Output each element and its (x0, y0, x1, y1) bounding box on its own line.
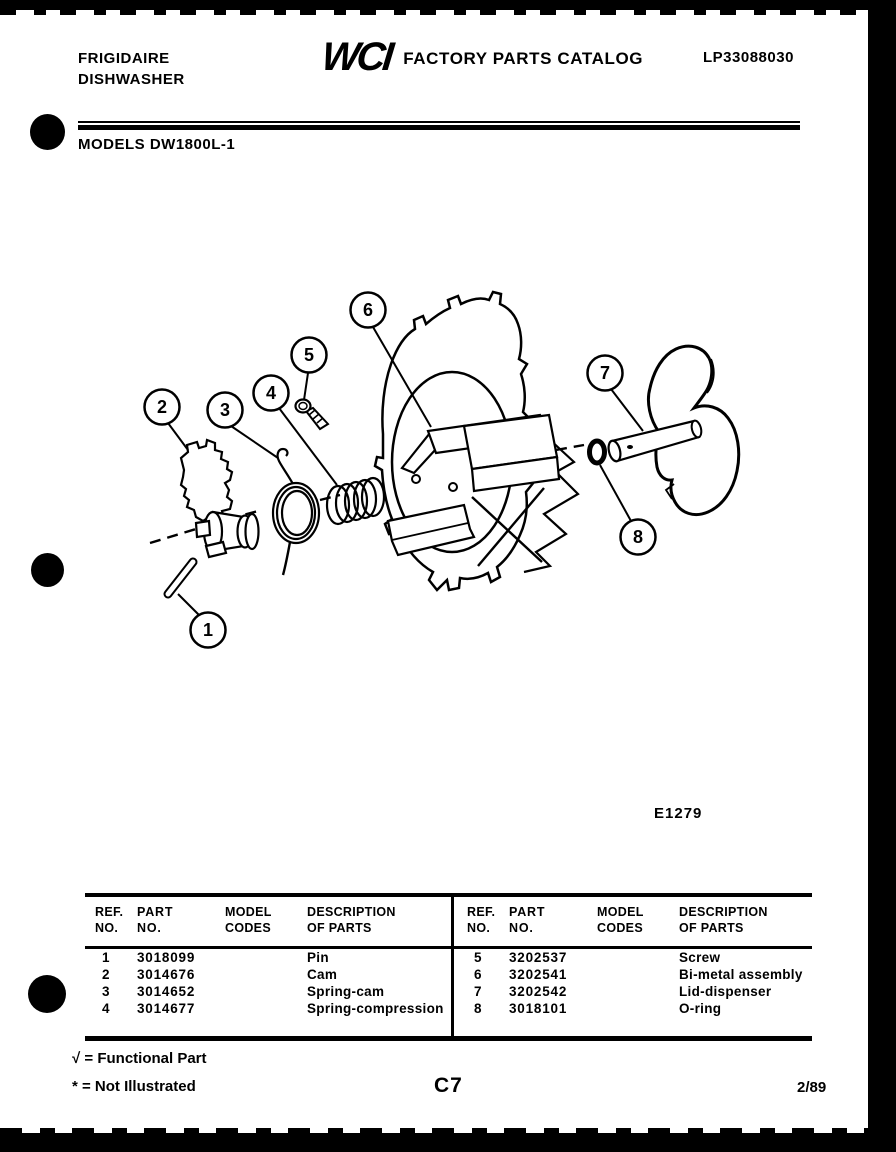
table-row: 8 3018101 O-ring (474, 1001, 722, 1016)
figure-code: E1279 (654, 805, 703, 822)
svg-text:7: 7 (599, 363, 611, 383)
legend-not-illustrated: * = Not Illustrated (72, 1078, 196, 1095)
callout-7 (588, 356, 623, 391)
svg-text:3: 3 (219, 400, 231, 420)
col-header-ref: REF. NO. (95, 905, 124, 935)
wci-logo: WCI (319, 35, 394, 79)
callout-1 (191, 613, 226, 648)
legend-functional-part: √ = Functional Part (72, 1050, 207, 1067)
callout-8 (621, 520, 656, 555)
svg-text:6: 6 (362, 300, 374, 320)
col-header-ref: REF. NO. (467, 905, 496, 935)
svg-text:4: 4 (265, 383, 277, 403)
svg-text:8: 8 (632, 527, 644, 547)
date-code: 2/89 (797, 1079, 827, 1096)
spring-cam-part (273, 449, 319, 575)
callout-2 (145, 390, 180, 425)
svg-text:1: 1 (202, 620, 214, 640)
spring-compression-part (327, 478, 384, 524)
models-line: MODELS DW1800L-1 (78, 136, 236, 153)
parts-table-right (457, 897, 812, 1036)
table-header-row (457, 897, 812, 936)
col-header-description: DESCRIPTION OF PARTS (679, 905, 768, 935)
catalog-title: FACTORY PARTS CATALOG (403, 49, 644, 68)
svg-text:2: 2 (156, 397, 168, 417)
brand-line1: FRIGIDAIRE (78, 50, 170, 67)
parts-table (85, 893, 812, 1041)
col-header-model: MODEL CODES (597, 905, 644, 935)
table-row: 6 3202541 Bi-metal assembly (474, 967, 803, 982)
table-vertical-divider (451, 897, 454, 1036)
col-header-part: PART NO. (509, 905, 546, 935)
col-header-part: PART NO. (137, 905, 174, 935)
col-header-description: DESCRIPTION OF PARTS (307, 905, 396, 935)
callout-3 (208, 393, 243, 428)
col-header-model: MODEL CODES (225, 905, 272, 935)
pin-part (168, 562, 193, 594)
table-row: 3 3014652 Spring-cam (102, 984, 385, 999)
callout-5 (292, 338, 327, 373)
cam-part (181, 440, 259, 557)
svg-text:5: 5 (303, 345, 315, 365)
publication-number: LP33088030 (703, 49, 794, 66)
table-row: 1 3018099 Pin (102, 950, 329, 965)
callout-6 (351, 293, 386, 328)
table-body (457, 949, 812, 1017)
table-header-row (85, 897, 451, 936)
parts-table-left (85, 897, 451, 1036)
table-row: 2 3014676 Cam (102, 967, 338, 982)
lid-dispenser-part (607, 346, 739, 514)
table-row: 5 3202537 Screw (474, 950, 721, 965)
callout-4 (254, 376, 289, 411)
page-number: C7 (434, 1074, 463, 1097)
table-body (85, 949, 451, 1017)
brand-line2: DISHWASHER (78, 71, 185, 88)
o-ring-part (590, 441, 605, 463)
screw-part (296, 400, 329, 430)
table-row: 4 3014677 Spring-compression (102, 1001, 444, 1016)
table-row: 7 3202542 Lid-dispenser (474, 984, 772, 999)
